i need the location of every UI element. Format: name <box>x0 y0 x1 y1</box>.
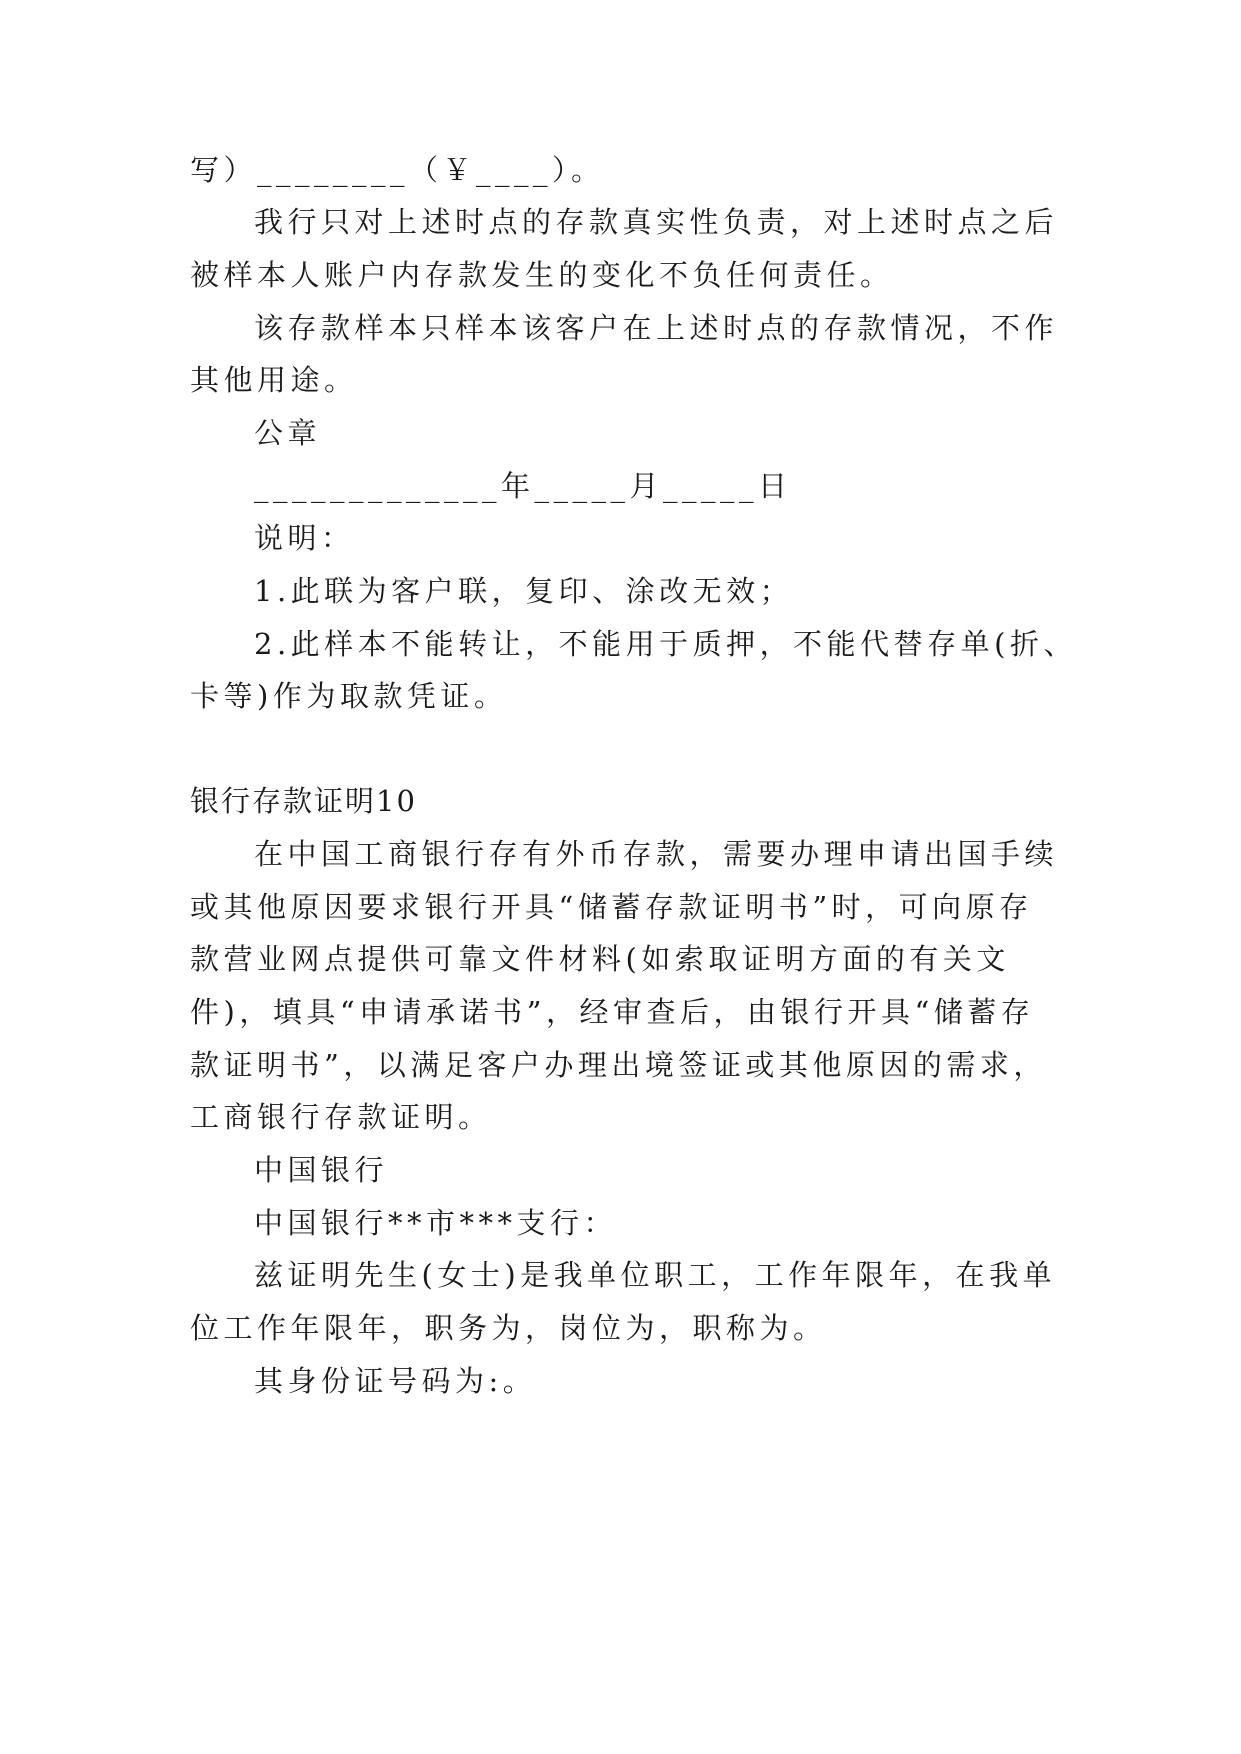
date-blank-line: _____________年_____月_____日 <box>254 469 792 503</box>
paragraph-line: 工商银行存款证明。 <box>190 1100 492 1134</box>
paragraph-line: 件)，填具“申请承诺书”，经审查后，由银行开具“储蓄存 <box>190 995 1035 1029</box>
paragraph-line: 在中国工商银行存有外币存款，需要办理申请出国手续 <box>254 837 1059 871</box>
paragraph-line: 被样本人账户内存款发生的变化不负任何责任。 <box>190 258 894 292</box>
paragraph-line: 该存款样本只样本该客户在上述时点的存款情况，不作 <box>254 311 1059 345</box>
seal-label: 公章 <box>254 416 322 450</box>
paragraph-line: 或其他原因要求银行开具“储蓄存款证明书”时，可向原存 <box>190 890 1033 924</box>
paragraph-line: 其身份证号码为:。 <box>254 1364 537 1398</box>
note-item: 1.此联为客户联，复印、涂改无效； <box>254 574 794 608</box>
bank-name: 中国银行 <box>254 1153 389 1187</box>
addressee-line: 中国银行**市***支行： <box>254 1206 618 1240</box>
paragraph-line: 我行只对上述时点的存款真实性负责，对上述时点之后 <box>254 205 1059 239</box>
paragraph-line: 其他用途。 <box>190 363 358 397</box>
paragraph-line: 款营业网点提供可靠文件材料(如索取证明方面的有关文 <box>190 942 1010 976</box>
paragraph-line: 款证明书”，以满足客户办理出境签证或其他原因的需求， <box>190 1048 1047 1082</box>
notes-heading: 说明： <box>254 521 355 555</box>
note-item: 2.此样本不能转让，不能用于质押，不能代替存单(折、 <box>254 627 1077 661</box>
paragraph-line: 写）________（￥____）。 <box>190 153 605 187</box>
paragraph-line: 卡等)作为取款凭证。 <box>190 679 508 713</box>
section-title: 银行存款证明10 <box>190 784 417 818</box>
paragraph-line: 兹证明先生(女士)是我单位职工，工作年限年，在我单 <box>254 1258 1057 1292</box>
paragraph-line: 位工作年限年，职务为，岗位为，职称为。 <box>190 1311 827 1345</box>
